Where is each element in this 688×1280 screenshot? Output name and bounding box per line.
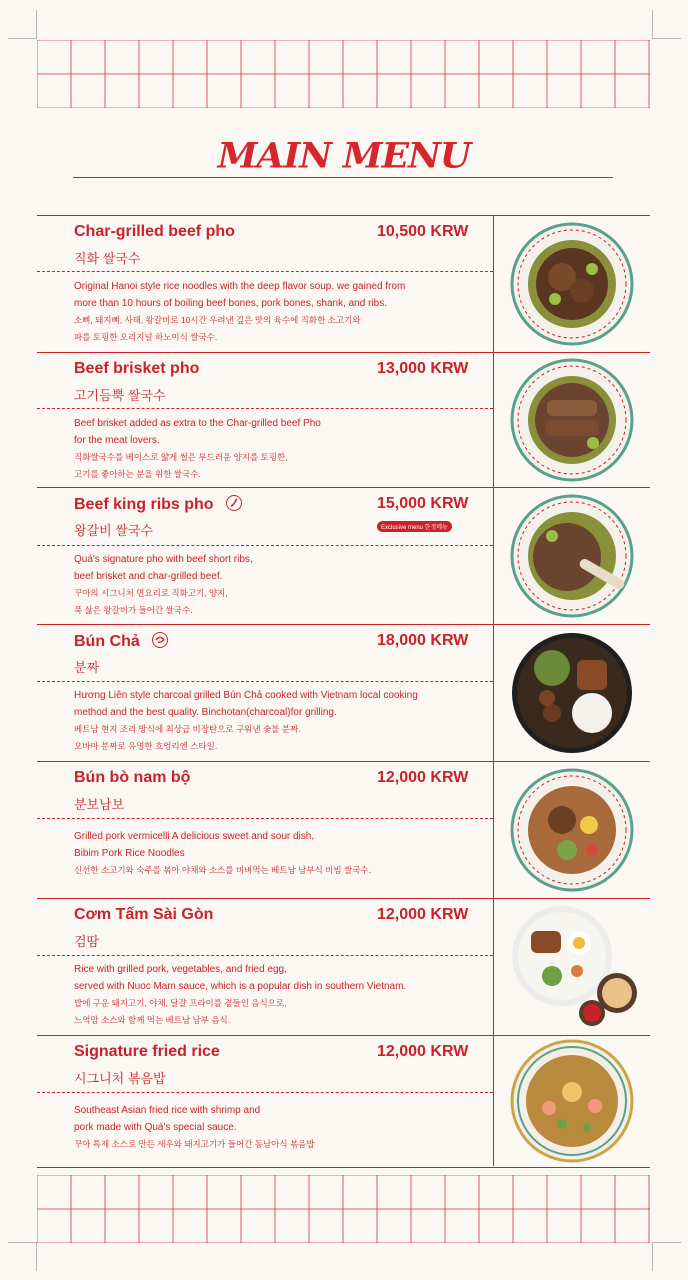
description-ko: 오바마 분짜로 유명한 흐엉리엔 스타일. <box>74 741 218 751</box>
menu-item-name: Bún bò nam bộ <box>74 769 191 786</box>
pho-bowl-image <box>507 355 637 485</box>
menu-item-description <box>74 278 494 346</box>
menu-item-description <box>74 551 494 619</box>
description-en: Hương Liên style charcoal grilled Bún Chả cooked with Vietnam local cooking <box>74 690 418 701</box>
menu-item-price: 12,000 KRW <box>377 769 469 786</box>
menu-item-name: Signature fried rice <box>74 1043 220 1060</box>
shrimp-icon <box>152 632 168 648</box>
bun-bo-bowl-image <box>507 765 637 895</box>
description-en: method and the best quality. Binchotan(charcoal)for grilling. <box>74 707 337 718</box>
menu-item-korean-name: 분보남보 <box>74 797 125 812</box>
menu-item <box>37 762 650 899</box>
menu-item-price: 15,000 KRW <box>377 495 469 512</box>
menu-item-price: 12,000 KRW <box>377 906 469 923</box>
description-ko: 베트남 현지 조리 방식에 최상급 비장탄으로 구워낸 숯불 분짜. <box>74 724 301 734</box>
pho-bowl-image <box>507 219 637 349</box>
description-en: Rice with grilled pork, vegetables, and fried egg, <box>74 964 287 975</box>
dashed-divider <box>37 955 493 956</box>
description-ko: 푹 삶은 왕갈비가 들어간 쌀국수. <box>74 605 193 615</box>
description-ko: 소뼈, 돼지뼈, 사태, 왕갈비로 10시간 우려낸 깊은 맛의 육수에 직화한 소고기와 <box>74 315 361 325</box>
description-ko: 신선한 소고기와 숙주를 볶아 야채와 소스를 비벼먹는 베트남 남부식 비빔 쌀국수. <box>74 865 371 875</box>
menu-item-korean-name: 시그니처 볶음밥 <box>74 1071 166 1086</box>
corner-mark <box>8 10 37 39</box>
menu-item <box>37 488 650 625</box>
menu-item <box>37 216 650 353</box>
menu-item-price: 12,000 KRW <box>377 1043 469 1060</box>
description-ko: 느억맘 소스와 함께 먹는 베트남 남부 음식. <box>74 1015 231 1025</box>
image-column-divider <box>493 215 494 1166</box>
description-en: for the meat lovers. <box>74 435 160 446</box>
fried-rice-plate-image <box>507 1036 637 1166</box>
description-ko: 고기를 좋아하는 분을 위한 쌀국수. <box>74 469 201 479</box>
dashed-divider <box>37 271 493 272</box>
description-en: Bibim Pork Rice Noodles <box>74 848 185 859</box>
menu-item-description <box>74 828 494 879</box>
dashed-divider <box>37 545 493 546</box>
menu-item <box>37 353 650 488</box>
menu-item-description <box>74 961 494 1029</box>
description-en: beef brisket and char-grilled beef. <box>74 571 223 582</box>
menu-item-korean-name: 직화 쌀국수 <box>74 251 141 266</box>
bun-cha-plate-image <box>507 628 637 758</box>
menu-item-description <box>74 1102 494 1153</box>
dashed-divider <box>37 681 493 682</box>
menu-item-korean-name: 고기듬뿍 쌀국수 <box>74 388 166 403</box>
menu-item-name: Char-grilled beef pho <box>74 223 235 240</box>
menu-item <box>37 625 650 762</box>
corner-mark <box>652 10 681 39</box>
description-en: served with Nuoc Mam sauce, which is a popular dish in southern Vietnam. <box>74 981 407 992</box>
dashed-divider <box>37 408 493 409</box>
dashed-divider <box>37 1092 493 1093</box>
description-en: Beef brisket added as extra to the Char-grilled beef Pho <box>74 418 321 429</box>
corner-mark <box>652 1242 681 1271</box>
menu-item-price: 13,000 KRW <box>377 360 469 377</box>
menu-item-price: 10,500 KRW <box>377 223 469 240</box>
description-en: Original Hanoi style rice noodles with the deep flavor soup. we gained from <box>74 281 406 292</box>
menu-item-name: Beef brisket pho <box>74 360 200 377</box>
menu-item <box>37 899 650 1036</box>
com-tam-plate-image <box>507 901 647 1033</box>
top-grid-decoration <box>37 40 650 108</box>
description-en: Southeast Asian fried rice with shrimp and <box>74 1105 261 1116</box>
description-en: more than 10 hours of boiling beef bones, pork bones, shank, and ribs. <box>74 298 387 309</box>
description-en: Grilled pork vermicelli A delicious sweet and sour dish, <box>74 831 315 842</box>
page-title: MAIN MENU <box>217 136 471 176</box>
description-en: Quá's signature pho with beef short ribs, <box>74 554 253 565</box>
menu-item-name: Bún Chả <box>74 632 168 651</box>
description-ko: 꾸아 특제 소스로 만든 새우와 돼지고기가 들어간 동남아식 볶음밥 <box>74 1139 315 1149</box>
bottom-grid-decoration <box>37 1175 650 1243</box>
description-ko: 직화쌀국수를 베이스로 얇게 썰은 부드러운 양지를 토핑한, <box>74 452 288 462</box>
description-ko: 밥에 구운 돼지고기, 야채, 달걀 프라이를 곁들인 음식으로, <box>74 998 287 1008</box>
menu-item-korean-name: 분짜 <box>74 660 100 675</box>
menu-item <box>37 1036 650 1167</box>
menu-item-description <box>74 687 494 755</box>
menu-item-description <box>74 415 494 483</box>
description-en: pork made with Quá's special sauce. <box>74 1122 237 1133</box>
corner-mark <box>8 1242 37 1271</box>
description-ko: 파를 토핑한 오리지널 하노이식 쌀국수. <box>74 332 218 342</box>
menu-item-korean-name: 검땀 <box>74 934 100 949</box>
menu-item-price: 18,000 KRW <box>377 632 469 649</box>
description-ko: 꾸아의 시그니처 면요리로 직화고기, 양지, <box>74 588 228 598</box>
title-underline <box>73 177 613 178</box>
menu-item-name: Cơm Tấm Sài Gòn <box>74 906 214 923</box>
menu-item-name: Beef king ribs pho <box>74 495 242 514</box>
pho-bowl-image <box>507 491 637 621</box>
menu-list <box>37 215 650 1168</box>
exclusive-menu-badge: Exclusive menu 한정메뉴 <box>377 521 452 532</box>
dashed-divider <box>37 818 493 819</box>
chili-icon <box>226 495 242 511</box>
menu-item-korean-name: 왕갈비 쌀국수 <box>74 523 153 538</box>
